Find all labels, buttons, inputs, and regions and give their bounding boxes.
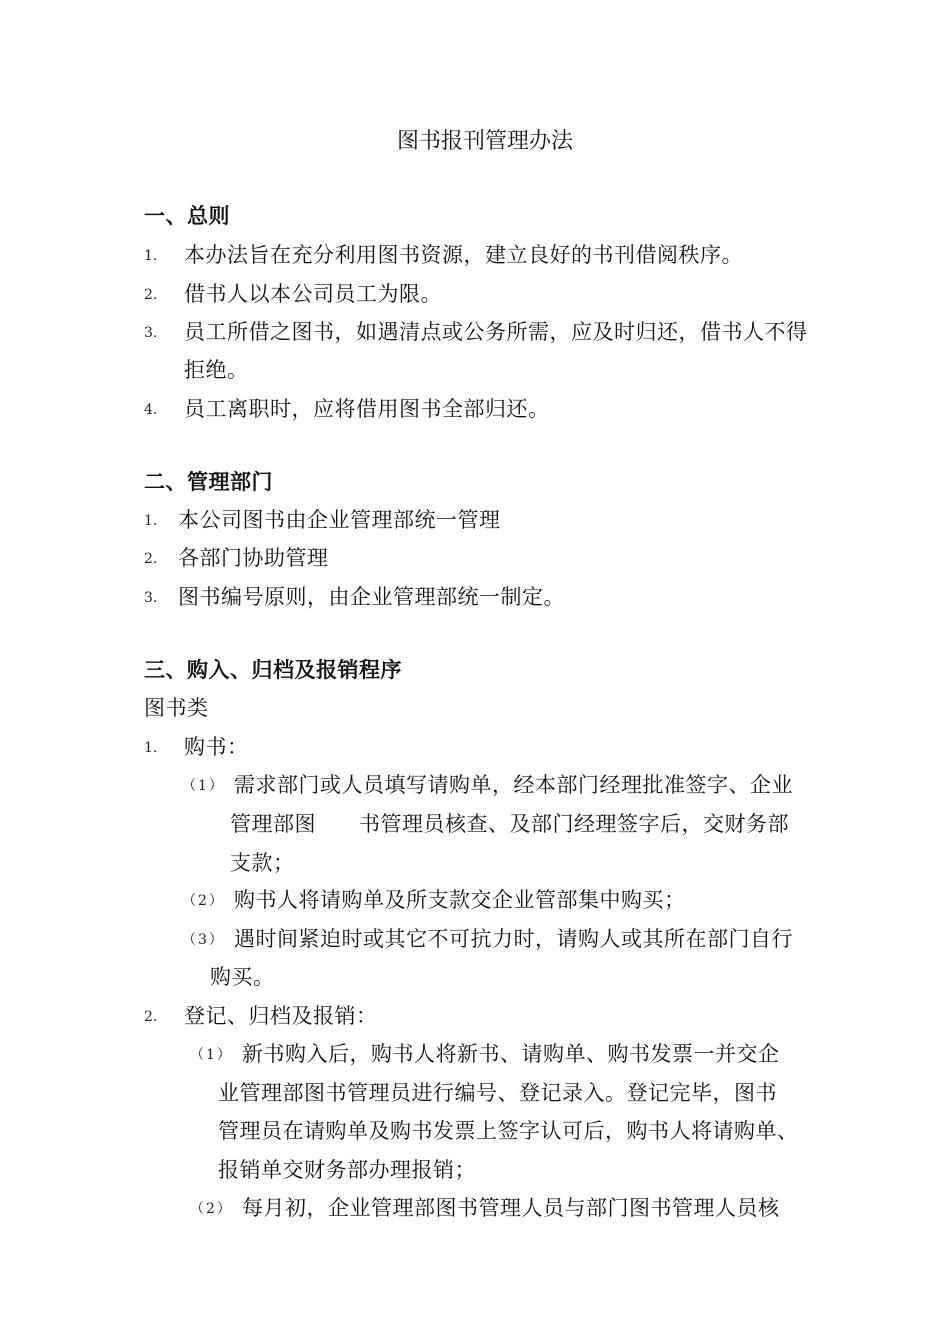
list-item-text: 借书人以本公司员工为限。 [184, 282, 442, 306]
list-item-text: 图书编号原则，由企业管理部统一制定。 [178, 585, 565, 609]
sub-item-text-continued: 支款； [230, 851, 295, 875]
list-number: 1. [144, 740, 158, 756]
sub-item-number: （1） [190, 1047, 233, 1063]
list-item-label: 登记、归档及报销： [184, 1004, 378, 1028]
list-number: 3. [144, 590, 158, 606]
section-heading-general: 一、总则 [144, 204, 230, 228]
list-number: 2. [144, 1009, 158, 1025]
sub-item-number: （1） [182, 778, 225, 794]
section-heading-management: 二、管理部门 [144, 470, 273, 494]
sub-item-text: 新书购入后，购书人将新书、请购单、购书发票一并交企 [242, 1042, 780, 1066]
list-number: 2. [144, 551, 158, 567]
document-title: 图书报刊管理办法 [396, 129, 573, 154]
sub-item-text-continued: 管理员在请购单及购书发票上签字认可后，购书人将请购单、 [218, 1119, 799, 1143]
list-number: 3. [144, 325, 158, 341]
sub-item-number: （3） [182, 932, 225, 948]
sub-item-text-continued: 业管理部图书管理员进行编号、登记录入。登记完毕，图书 [218, 1081, 777, 1105]
list-item-text: 本公司图书由企业管理部统一管理 [178, 508, 501, 532]
sub-item-text-continued: 管理部图 书管理员核查、及部门经理签字后，交财务部 [230, 812, 789, 836]
list-item-text: 各部门协助管理 [178, 546, 329, 570]
sub-item-text: 遇时间紧迫时或其它不可抗力时，请购人或其所在部门自行 [234, 927, 793, 951]
list-number: 1. [144, 248, 158, 264]
list-number: 2. [144, 287, 158, 303]
subheading-books: 图书类 [144, 696, 209, 720]
sub-item-text: 购书人将请购单及所支款交企业管部集中购买； [234, 888, 686, 912]
list-item-text: 本办法旨在充分利用图书资源，建立良好的书刊借阅秩序。 [184, 243, 743, 267]
list-number: 1. [144, 513, 158, 529]
sub-item-number: （2） [182, 893, 225, 909]
sub-item-text: 需求部门或人员填写请购单，经本部门经理批准签字、企业 [234, 773, 793, 797]
sub-item-number: （2） [190, 1201, 233, 1217]
sub-item-text-continued: 购买。 [210, 965, 275, 989]
list-item-label: 购书： [184, 735, 249, 759]
section-heading-procedure: 三、购入、归档及报销程序 [144, 658, 402, 682]
list-item-text: 员工离职时，应将借用图书全部归还。 [184, 397, 550, 421]
list-number: 4. [144, 402, 158, 418]
list-item-text: 员工所借之图书，如遇清点或公务所需，应及时归还，借书人不得 [184, 320, 808, 344]
sub-item-text: 每月初，企业管理部图书管理人员与部门图书管理人员核 [242, 1196, 780, 1220]
sub-item-text-continued: 报销单交财务部办理报销； [218, 1158, 476, 1182]
list-item-text-continued: 拒绝。 [184, 358, 249, 382]
